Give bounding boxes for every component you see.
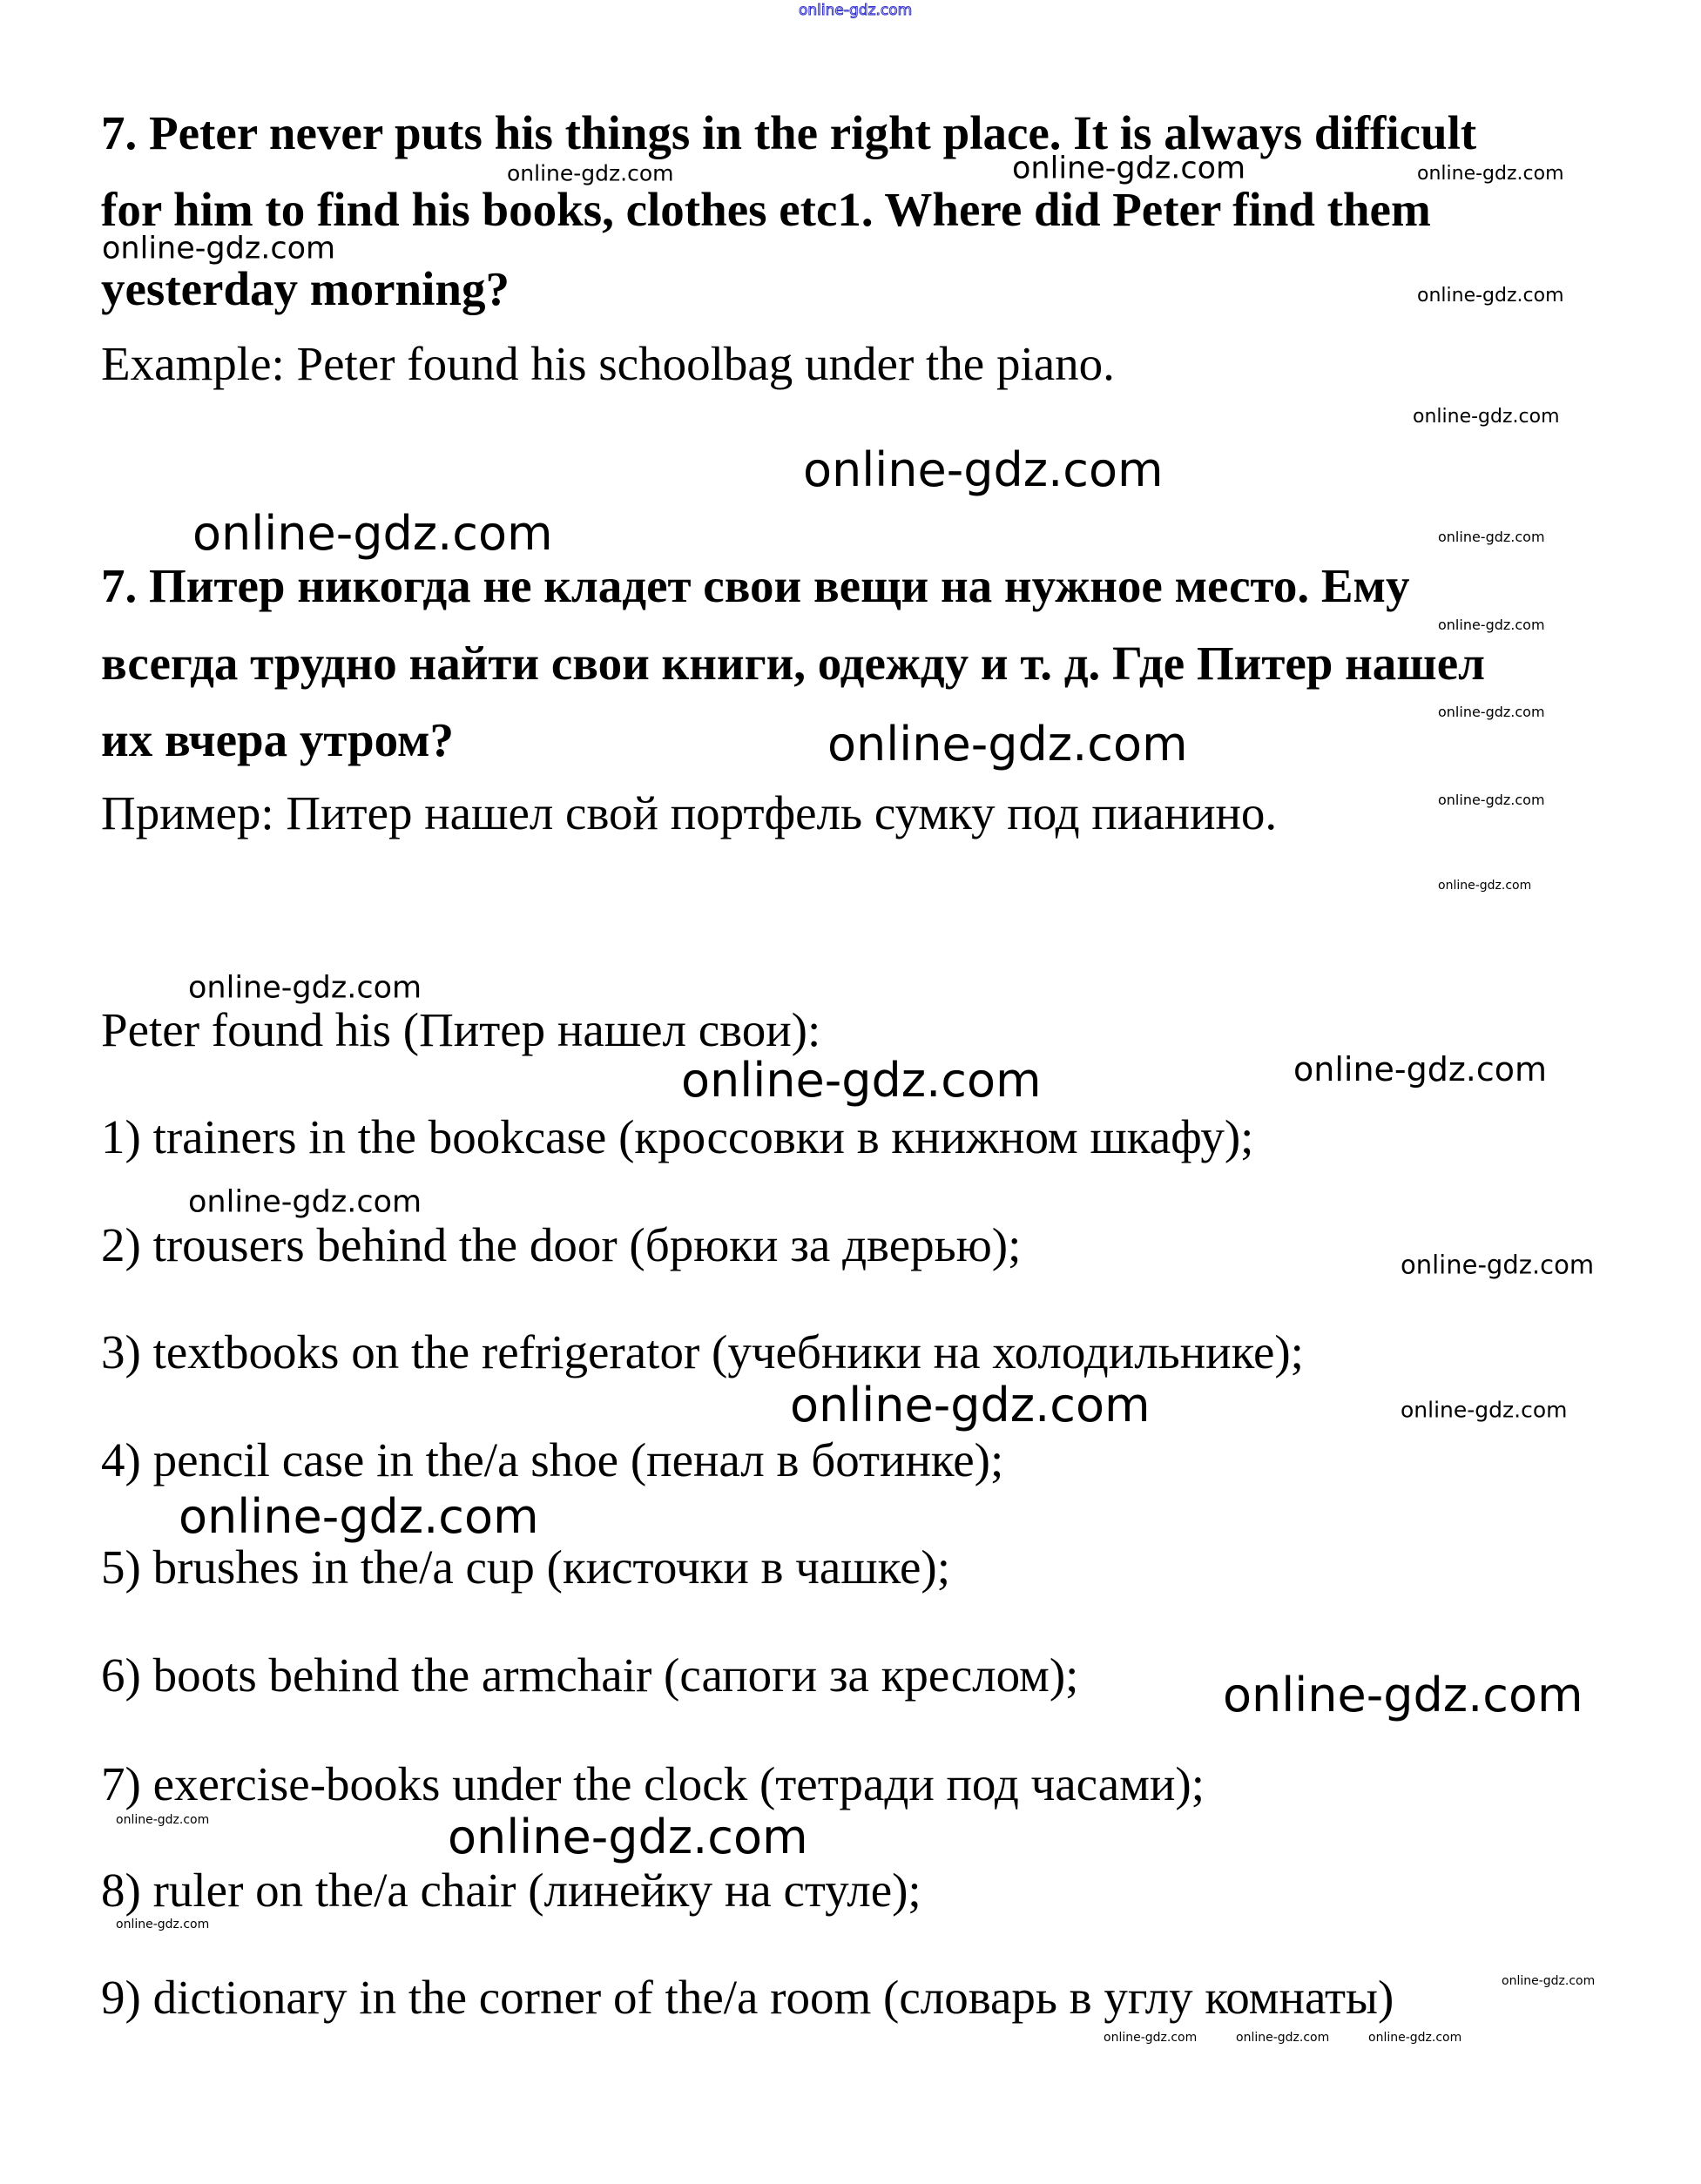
answer-item: 4) pencil case in the/a shoe (пенал в ботинке); [101, 1433, 1004, 1486]
watermark: online-gdz.com [1438, 792, 1545, 808]
watermark: online-gdz.com [1438, 529, 1545, 545]
watermark: online-gdz.com [448, 1810, 808, 1864]
watermark: online-gdz.com [1417, 285, 1564, 307]
answer-intro: Peter found his (Питер нашел свои): [101, 1003, 821, 1056]
watermark: online-gdz.com [1293, 1050, 1548, 1089]
task-heading-ru-line-1: 7. Питер никогда не кладет свои вещи на нужное место. Ему [101, 559, 1410, 612]
answer-item: 8) ruler on the/a chair (линейку на стуле); [101, 1864, 921, 1917]
answer-item: 2) trousers behind the door (брюки за дверью); [101, 1218, 1022, 1271]
watermark: online-gdz.com [1401, 1250, 1595, 1280]
answer-item: 6) boots behind the armchair (сапоги за креслом); [101, 1648, 1079, 1702]
answer-item: 7) exercise-books under the clock (тетради под часами); [101, 1757, 1205, 1810]
answer-item: 3) textbooks on the refrigerator (учебники на холодильнике); [101, 1325, 1304, 1378]
watermark: online-gdz.com [681, 1053, 1042, 1108]
watermark-top: online-gdz.com [799, 2, 913, 19]
watermark: online-gdz.com [1438, 704, 1545, 720]
watermark: online-gdz.com [116, 1813, 210, 1827]
answer-item: 9) dictionary in the corner of the/a room (словарь в углу комнаты) [101, 1971, 1394, 2024]
watermark: online-gdz.com [188, 970, 422, 1006]
watermark: online-gdz.com [1104, 2031, 1198, 2045]
task-heading-ru-line-2: всегда трудно найти свои книги, одежду и т. д. Где Питер нашел [101, 637, 1485, 690]
watermark: online-gdz.com [102, 231, 336, 266]
watermark: online-gdz.com [116, 1918, 210, 1931]
watermark: online-gdz.com [1413, 406, 1560, 428]
watermark: online-gdz.com [192, 506, 553, 561]
task-heading-en-line-3: yesterday morning? [101, 262, 510, 315]
watermark: online-gdz.com [790, 1378, 1151, 1432]
watermark: online-gdz.com [1502, 1974, 1596, 1988]
task-heading-en-line-2: for him to find his books, clothes etc1. Where did Peter find them [101, 183, 1431, 236]
task-example-en: Example: Peter found his schoolbag under the piano. [101, 337, 1115, 390]
answer-item: 5) brushes in the/a cup (кисточки в чашке); [101, 1540, 951, 1594]
watermark: online-gdz.com [188, 1184, 422, 1220]
task-heading-ru-line-3: их вчера утром? [101, 713, 455, 766]
watermark: online-gdz.com [507, 160, 674, 186]
task-example-ru: Пример: Питер нашел свой портфель сумку под пианино. [101, 786, 1278, 839]
watermark: online-gdz.com [827, 717, 1188, 772]
watermark: online-gdz.com [179, 1489, 539, 1544]
watermark: online-gdz.com [1438, 617, 1545, 633]
task-heading-en-line-1: 7. Peter never puts his things in the right place. It is always difficult [101, 106, 1477, 159]
watermark: online-gdz.com [1223, 1668, 1583, 1722]
watermark: online-gdz.com [1236, 2031, 1330, 2045]
watermark: online-gdz.com [1417, 163, 1564, 185]
watermark: online-gdz.com [1438, 879, 1532, 893]
watermark: online-gdz.com [803, 442, 1164, 497]
answer-item: 1) trainers in the bookcase (кроссовки в книжном шкафу); [101, 1110, 1254, 1163]
watermark: online-gdz.com [1401, 1397, 1568, 1423]
watermark: online-gdz.com [1368, 2031, 1462, 2045]
watermark: online-gdz.com [1012, 151, 1246, 186]
